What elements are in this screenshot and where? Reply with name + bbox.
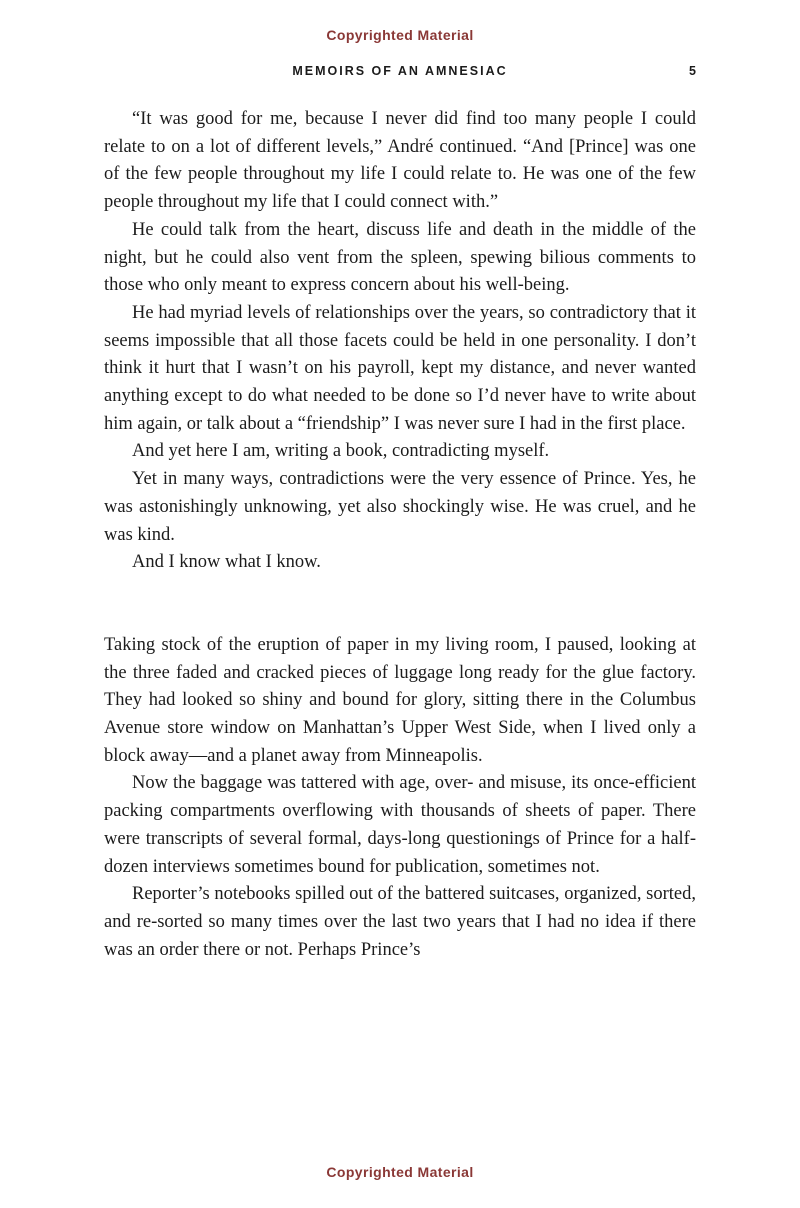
body-text [104,106,696,964]
paragraph: He could talk from the heart, discuss life and death in the middle of the night, but he could also vent from the spleen, spewing bilious comments to those who only meant to express concern about his well-being. [104,219,696,296]
running-head [104,64,696,78]
page-number: 5 [689,64,696,78]
paragraph: Yet in many ways, contradictions were the very essence of Prince. Yes, he was astonishingly unknowing, yet also shockingly wise. He was cruel, and he was kind. [104,469,696,545]
paragraph: He had myriad levels of relationships over the years, so contradictory that it seems impossible that all those facets could be held in one personality. I don’t think it hurt that I wasn’t on his payroll, kept my distance, and never wanted anything except to do what needed to be done so I’d never have to write about him again, or talk about a “friendship” I was never sure I had in the first place. [104,302,696,434]
paragraph: Reporter’s notebooks spilled out of the battered suitcases, organized, sorted, and re-sorted so many times over the last two years that I had no idea if there was an order there or not. Perhaps Prince’s [104,884,696,960]
paragraph: “It was good for me, because I never did find too many people I could relate to on a lot of different levels,” André continued. “And [Prince] was one of the few people throughout my life I could relate to. He was one of the few people throughout my life that I could connect with.” [104,109,696,213]
copyright-notice-bottom: Copyrighted Material [326,1164,474,1180]
copyright-notice-top: Copyrighted Material [326,27,474,43]
paragraph: Taking stock of the eruption of paper in my living room, I paused, looking at the three faded and cracked pieces of luggage long ready for the glue factory. They had looked so shiny and bound for glory, sitting there in the Columbus Avenue store window on Manhattan’s Upper West Side, when I lived only a block away—and a planet away from Minneapolis. [104,634,696,766]
paragraph: And yet here I am, writing a book, contradicting myself. [132,441,550,462]
running-head-title: MEMOIRS OF AN AMNESIAC [292,64,508,78]
paragraph: Now the baggage was tattered with age, over- and misuse, its once-efficient packing compartments overflowing with thousands of sheets of paper. There were transcripts of several formal, days-long questionings of Prince for a half-dozen interviews sometimes bound for publication, sometimes not. [104,773,696,877]
paragraph: And I know what I know. [132,552,321,573]
